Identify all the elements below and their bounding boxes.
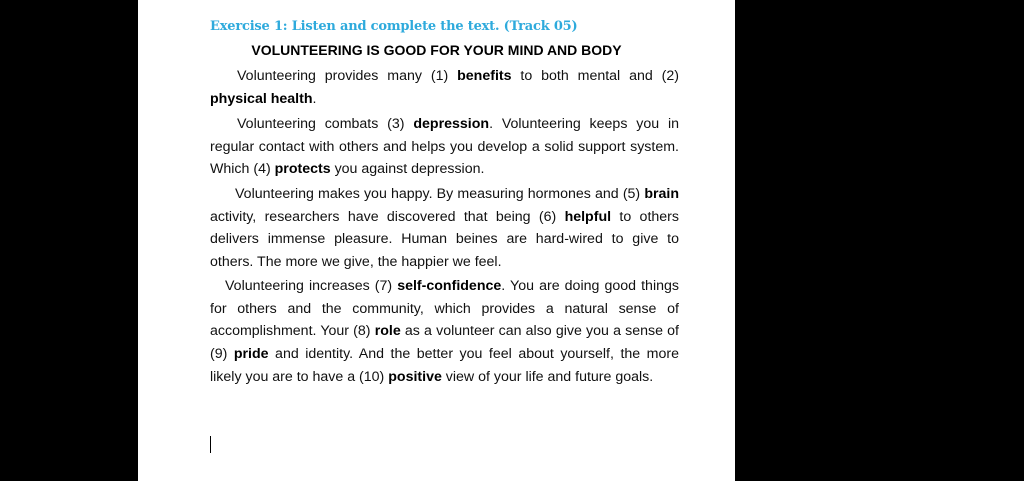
text-segment: to both mental and (2) — [511, 68, 680, 84]
text-segment: you against depression. — [330, 161, 485, 178]
document-page — [138, 0, 735, 481]
exercise-heading: Exercise 1: Listen and complete the text. (Track 05) — [210, 19, 578, 34]
text-segment: and identity. And the better you feel about yourself, the more likely you are to have a (10) — [210, 346, 679, 385]
paragraph-4 — [210, 275, 679, 389]
answer-9: pride — [233, 346, 269, 363]
text-segment: . — [312, 90, 317, 107]
text-segment: Volunteering makes you happy. By measuring hormones and (5) — [235, 186, 645, 202]
answer-7: self-confidence — [397, 278, 502, 294]
text-segment: . Volunteering keeps you in regular contact with others and helps you develop a solid support system. Which (4) — [210, 116, 680, 178]
text-segment: . You are doing good things for others and the community, which provides a natural sense of accomplishment. Your (8) — [210, 278, 679, 340]
answer-6: helpful — [564, 208, 612, 225]
answer-4: protects — [274, 161, 331, 178]
answer-2: physical health — [210, 90, 313, 107]
paragraph-1 — [210, 65, 679, 110]
answer-1: benefits — [457, 68, 512, 84]
text-segment: Volunteering increases (7) — [225, 278, 398, 294]
text-segment: view of your life and future goals. — [441, 368, 654, 385]
answer-10: positive — [388, 368, 442, 385]
answer-3: depression — [413, 116, 490, 132]
article-title: VOLUNTEERING IS GOOD FOR YOUR MIND AND BODY — [251, 42, 622, 58]
paragraph-3 — [210, 183, 679, 274]
text-segment: Volunteering combats (3) — [237, 116, 414, 132]
answer-8: role — [374, 323, 401, 340]
text-segment: Volunteering provides many (1) — [237, 68, 458, 84]
text-segment: to others delivers immense pleasure. Human beines are hard-wired to give to others. The more we give, the happier we feel. — [210, 208, 679, 271]
paragraph-2 — [210, 113, 679, 181]
text-cursor — [210, 436, 211, 453]
answer-5: brain — [644, 186, 679, 202]
text-segment: activity, researchers have discovered that being (6) — [210, 208, 565, 225]
text-segment: as a volunteer can also give you a sense of (9) — [210, 323, 679, 363]
